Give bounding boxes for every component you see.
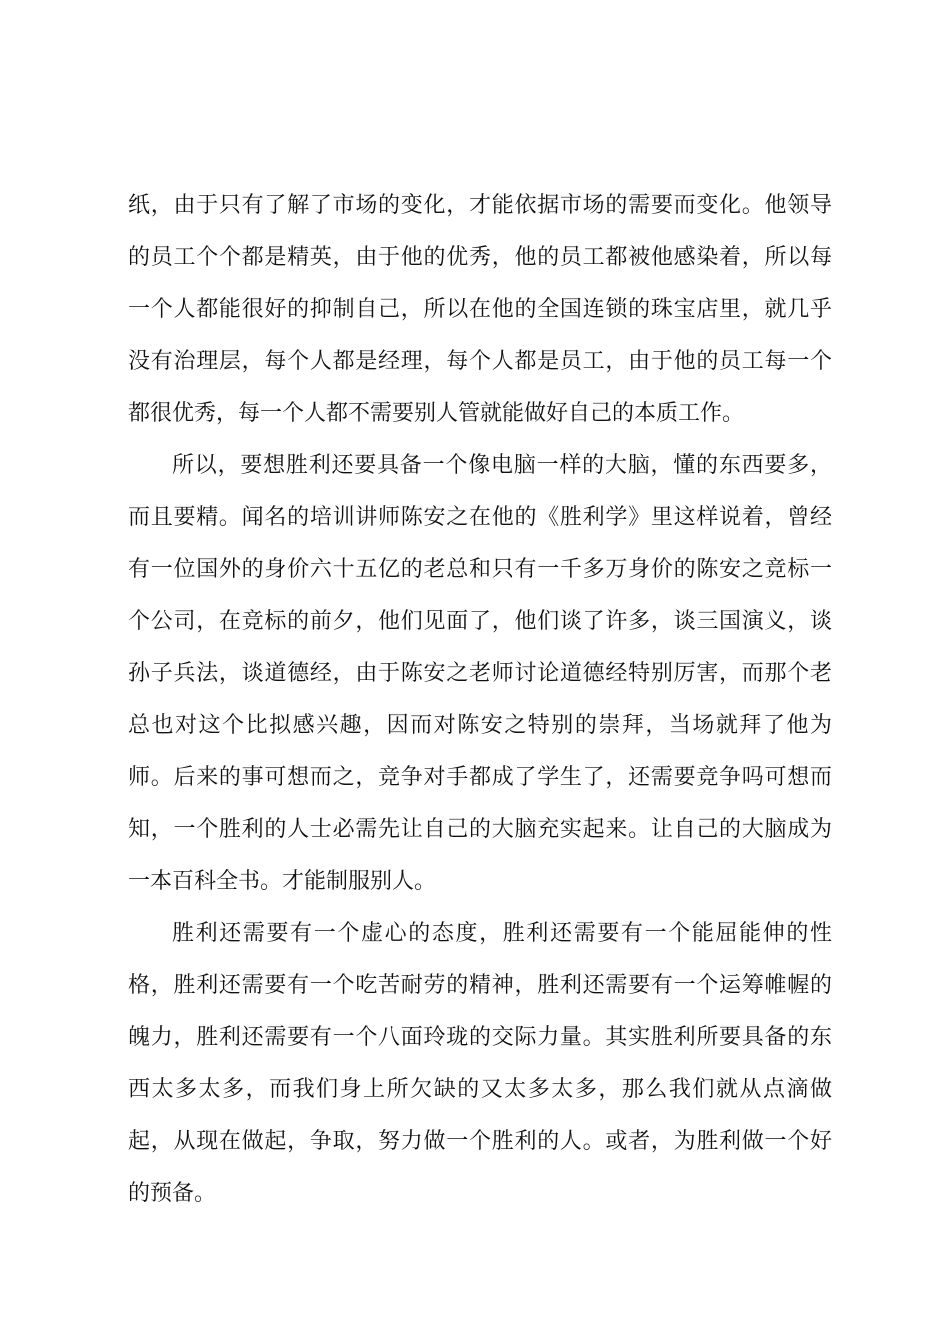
paragraph-2-line-5: 孙子兵法，谈道德经，由于陈安之老师讨论道德经特别厉害，而那个老: [128, 661, 832, 686]
paragraph-1-line-4: 没有治理层，每个人都是经理，每个人都是员工，由于他的员工每一个: [128, 349, 832, 374]
paragraph-1-line-2: 的员工个个都是精英，由于他的优秀，他的员工都被他感染着，所以每: [128, 245, 832, 270]
paragraph-1-line-3: 一个人都能很好的抑制自己，所以在他的全国连锁的珠宝店里，就几乎: [128, 297, 832, 322]
paragraph-3-line-1: 胜利还需要有一个虚心的态度，胜利还需要有一个能屈能伸的性: [172, 921, 832, 946]
paragraph-3-line-3: 魄力，胜利还需要有一个八面玲珑的交际力量。其实胜利所要具备的东: [128, 1025, 832, 1050]
paragraph-2-line-7: 师。后来的事可想而之，竞争对手都成了学生了，还需要竞争吗可想而: [128, 765, 832, 790]
paragraph-2-line-9: 一本百科全书。才能制服别人。: [128, 869, 437, 894]
paragraph-2-line-6: 总也对这个比拟感兴趣，因而对陈安之特别的崇拜，当场就拜了他为: [128, 713, 832, 738]
paragraph-3-line-5: 起，从现在做起，争取，努力做一个胜利的人。或者，为胜利做一个好: [128, 1129, 832, 1154]
paragraph-2-line-1: 所以，要想胜利还要具备一个像电脑一样的大脑，懂的东西要多，: [172, 453, 832, 478]
paragraph-2-line-4: 个公司，在竞标的前夕，他们见面了，他们谈了许多，谈三国演义，谈: [128, 609, 832, 634]
paragraph-3-line-4: 西太多太多，而我们身上所欠缺的又太多太多，那么我们就从点滴做: [128, 1077, 832, 1102]
paragraph-2-line-2: 而且要精。闻名的培训讲师陈安之在他的《胜利学》里这样说着，曾经: [128, 505, 832, 530]
paragraph-1-line-1: 纸，由于只有了解了市场的变化，才能依据市场的需要而变化。他领导: [128, 193, 832, 218]
paragraph-2-line-8: 知，一个胜利的人士必需先让自己的大脑充实起来。让自己的大脑成为: [128, 817, 832, 842]
paragraph-2-line-3: 有一位国外的身价六十五亿的老总和只有一千多万身价的陈安之竞标一: [128, 557, 832, 582]
paragraph-3-line-2: 格，胜利还需要有一个吃苦耐劳的精神，胜利还需要有一个运筹帷幄的: [128, 973, 832, 998]
paragraph-1-line-5: 都很优秀，每一个人都不需要别人管就能做好自己的本质工作。: [128, 401, 745, 426]
paragraph-3-line-6: 的预备。: [128, 1181, 217, 1206]
